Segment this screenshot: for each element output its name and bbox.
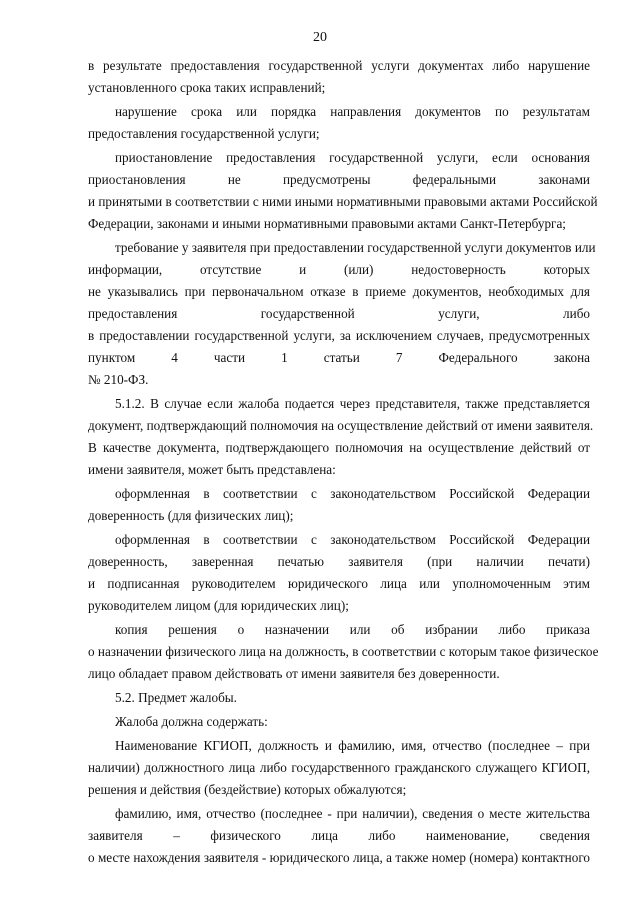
text-line: доверенность, заверенная печатью заявителя (при наличии печати): [88, 554, 590, 569]
text-line: Наименование КГИОП, должность и фамилию, имя, отчество (последнее – при: [115, 738, 590, 753]
text-line: доверенность (для физических лиц);: [88, 508, 294, 523]
text-line: оформленная в соответствии с законодательством Российской Федерации: [115, 532, 590, 547]
text-line: руководителем лицом (для юридических лиц);: [88, 598, 349, 613]
text-line: решения и действия (бездействие) которых обжалуются;: [88, 782, 407, 797]
text-line: информации, отсутствие и (или) недостоверность которых: [88, 262, 590, 277]
text-line: копия решения о назначении или об избрании либо приказа: [115, 622, 590, 637]
text-line: приостановление предоставления государственной услуги, если основания: [115, 150, 590, 165]
text-line: не указывались при первоначальном отказе в приеме документов, необходимых для: [88, 284, 590, 299]
section-heading: 5.2. Предмет жалобы.: [115, 690, 237, 705]
text-line: пунктом 4 части 1 статьи 7 Федерального закона: [88, 350, 590, 365]
text-line: в предоставлении государственной услуги, за исключением случаев, предусмотренных: [88, 328, 590, 343]
text-line: приостановления не предусмотрены федеральными законами: [88, 172, 590, 187]
text-line: 5.1.2. В случае если жалоба подается через представителя, также представляется: [115, 396, 590, 411]
text-line: документ, подтверждающий полномочия на осуществление действий от имени заявителя.: [88, 418, 594, 433]
text-line: заявителя – физического лица либо наименование, сведения: [88, 828, 590, 843]
text-line: имени заявителя, может быть представлена:: [88, 462, 336, 477]
text-line: установленного срока таких исправлений;: [88, 80, 326, 95]
text-line: предоставления государственной услуги;: [88, 126, 320, 141]
text-line: о назначении физического лица на должность, в соответствии с которым такое физическое: [88, 644, 599, 659]
text-line: Жалоба должна содержать:: [115, 714, 268, 729]
text-line: и принятыми в соответствии с ними иными нормативными правовыми актами Российской: [88, 194, 598, 209]
page-number: 20: [313, 30, 327, 45]
text-line: фамилию, имя, отчество (последнее - при наличии), сведения о месте жительства: [115, 806, 590, 821]
text-line: и подписанная руководителем юридического лица или уполномоченным этим: [88, 576, 590, 591]
text-line: Федерации, законами и иными нормативными правовыми актами Санкт-Петербурга;: [88, 216, 566, 231]
text-line: наличии) должностного лица либо государственного гражданского служащего КГИОП,: [88, 760, 590, 775]
text-line: предоставления государственной услуги, либо: [88, 306, 590, 321]
text-line: оформленная в соответствии с законодательством Российской Федерации: [115, 486, 590, 501]
text-line: В качестве документа, подтверждающего полномочия на осуществление действий от: [88, 440, 590, 455]
text-line: в результате предоставления государственной услуги документах либо нарушение: [88, 58, 590, 73]
text-line: нарушение срока или порядка направления документов по результатам: [115, 104, 590, 119]
text-line: о месте нахождения заявителя - юридического лица, а также номер (номера) контактного: [88, 850, 590, 865]
text-line: лицо обладает правом действовать от имени заявителя без доверенности.: [88, 666, 500, 681]
text-line: № 210-ФЗ.: [88, 372, 149, 387]
text-line: требование у заявителя при предоставлении государственной услуги документов или: [115, 240, 596, 255]
